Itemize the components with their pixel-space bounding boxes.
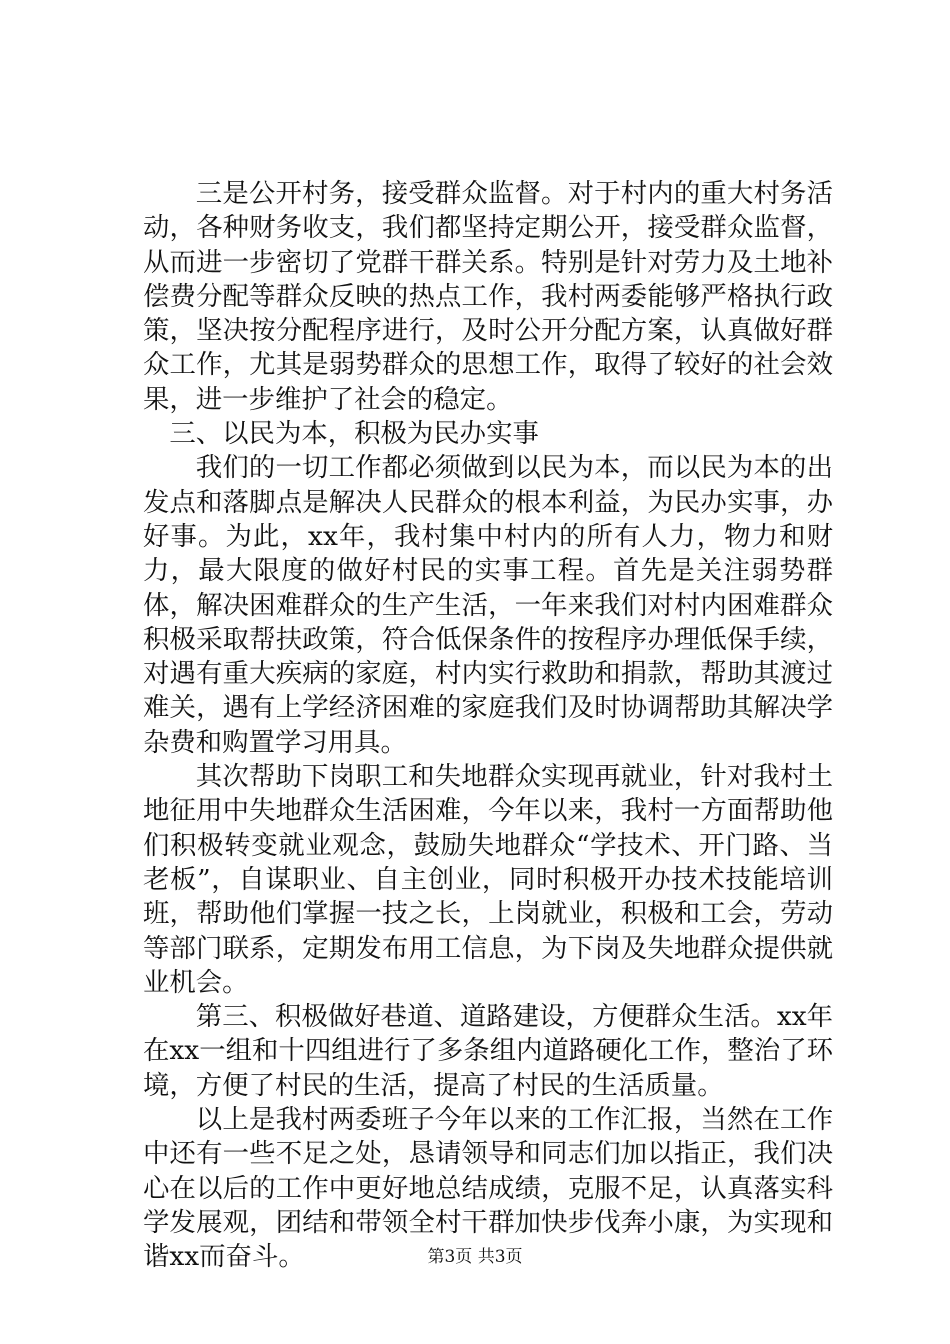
paragraph-people-first: 我们的一切工作都必须做到以民为本，而以民为本的出发点和落脚点是解决人民群众的根本利益，为民办实事，办好事。为此，xx年，我村集中村内的所有人力，物力和财力，最大限度的做好村民的实事工程。首先是关注弱势群体，解决困难群众的生产生活，一年来我们对村内困难群众积极采取帮扶政策，符合低保条件的按程序办理低保手续，对遇有重大疾病的家庭，村内实行救助和捐款，帮助其渡过难关，遇有上学经济困难的家庭我们及时协调帮助其解决学杂费和购置学习用具。 xyxy=(143,452,833,758)
paragraph-conclusion: 以上是我村两委班子今年以来的工作汇报，当然在工作中还有一些不足之处，恳请领导和同志们加以指正，我们决心在以后的工作中更好地总结成绩，克服不足，认真落实科学发展观，团结和带领全村干群加快步伐奔小康，为实现和谐xx而奋斗。 xyxy=(143,1104,833,1273)
document-body xyxy=(143,177,833,1275)
paragraph-village-affairs: 三是公开村务，接受群众监督。对于村内的重大村务活动，各种财务收支，我们都坚持定期公开，接受群众监督，从而进一步密切了党群干群关系。特别是针对劳力及土地补偿费分配等群众反映的热点工作，我村两委能够严格执行政策，坚决按分配程序进行，及时公开分配方案，认真做好群众工作，尤其是弱势群众的思想工作，取得了较好的社会效果，进一步维护了社会的稳定。 xyxy=(143,178,833,415)
page-number-footer: 第3页 共3页 xyxy=(427,1247,523,1267)
paragraph-reemployment: 其次帮助下岗职工和失地群众实现再就业，针对我村土地征用中失地群众生活困难，今年以来，我村一方面帮助他们积极转变就业观念，鼓励失地群众“学技术、开门路、当老板”，自谋职业、自主创业，同时积极开办技术技能培训班，帮助他们掌握一技之长，上岗就业，积极和工会，劳动等部门联系，定期发布用工信息，为下岗及失地群众提供就业机会。 xyxy=(143,761,833,998)
section-heading: 三、以民为本，积极为民办实事 xyxy=(169,418,539,450)
paragraph-road-construction: 第三、积极做好巷道、道路建设，方便群众生活。xx年在xx一组和十四组进行了多条组内道路硬化工作，整治了环境，方便了村民的生活，提高了村民的生活质量。 xyxy=(143,1001,833,1101)
